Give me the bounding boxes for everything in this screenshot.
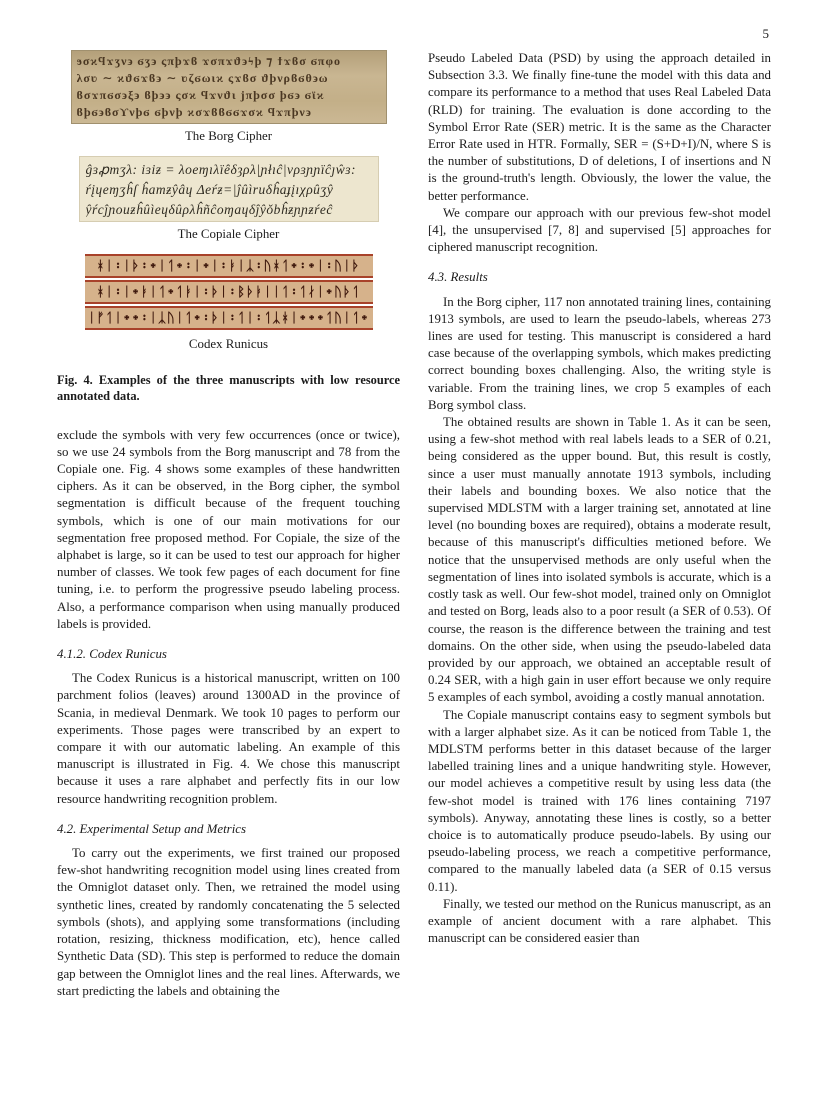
- copiale-image-caption: The Copiale Cipher: [177, 227, 280, 242]
- copiale-cipher-image: [79, 156, 379, 222]
- left-column: [57, 50, 400, 1000]
- borg-script-line: λσʋ ∼ ϰϑϭϫϐ϶ ∼ ʋζϭωιϰ ςϫϐσ ϑϸνρϐϭθ϶ω: [76, 71, 329, 85]
- paragraph: We compare our approach with our previous few-shot model [4], the unsupervised [7, 8] and supervised [5] approaches for ciphered manuscript recognition.: [428, 205, 771, 255]
- right-column: [428, 50, 771, 1000]
- figure-4: [57, 50, 400, 405]
- borg-script-line: ϧσϰϥϫʒν϶ ϭʒ϶ ςπϸϫϐ ϫσπϫϑ϶ϟϸ ⁊ ϯϫϐσ ϭπφο: [76, 54, 341, 68]
- paragraph: The Copiale manuscript contains easy to segment symbols but with a larger alphabet size. As it can be noticed from Table 1, the MDLSTM performs better in this dataset because of the larger labelled training lines and a unique handwriting style. However, our model achieves a competitive result by using less data (the few-shot model is trained with 176 lines containing 7197 symbols). Anyway, annotating these lines is costly, so a better choice is to automatically produce pseudo-labels. By using our pseudo-labeling process, we reach a competitive performance, compared to the manually labeled data (a SER of 0.15 versus 0.11).: [428, 707, 771, 894]
- codex-runicus-image: [85, 254, 373, 332]
- runicus-image-caption: Codex Runicus: [188, 337, 269, 352]
- figure-caption: Fig. 4. Examples of the three manuscripts with low resource annotated data.: [57, 372, 400, 404]
- page-number: 5: [762, 26, 769, 41]
- borg-cipher-image: [71, 50, 387, 124]
- paragraph: Finally, we tested our method on the Runicus manuscript, as an example of ancient document with a rare alphabet. This manuscript can be considered easier than: [428, 896, 771, 946]
- borg-script-line: ϐϸϭ϶ϐσϒνϸϭ ϭϸνϸ ϰσϫϐϐϭϭϫσϰ ϥϫπϸν϶: [76, 105, 312, 119]
- paragraph: exclude the symbols with very few occurrences (once or twice), so we use 24 symbols from the Borg manuscript and 78 from the Copiale one. Fig. 4 shows some examples of these handwritten ciphers. As it can be observed, in the Borg cipher, the symbol segmentation is difficult because of the frequent touching symbols, which is one of our main motivations for our segmentation free proposed method. For Copiale, the size of the alphabet is large, so it can be used to test our approach for higher number of classes. We took few pages of each document for fine tuning, i.e. to perform the progressive pseudo labeling process. Also, a performance comparison when using manually produced labels is provided.: [57, 427, 400, 631]
- runicus-script-line: ᛁᚠᛐᛁ᛭᛭᛬ᛁᛣᚢᛁᛐ᛭᛬ᚦᛁ᛬ᛐᛁ᛬ᛐᛣᚼᛁ᛭᛭᛭ᛐᚢᛁᛐ᛭: [85, 306, 373, 330]
- paragraph: In the Borg cipher, 117 non annotated training lines, containing 1913 symbols, are used to learn the pseudo-labels, whereas 273 lines are used for testing. This manuscript is considered a hard case because of the overlapping symbols, which makes predicting correct bounding boxes challenging. Also, the writing style is variable. From the training lines, we crop 5 examples of each Borg symbol class.: [428, 294, 771, 412]
- borg-image-caption: The Borg Cipher: [184, 129, 273, 143]
- section-heading-4-3: 4.3. Results: [428, 270, 488, 285]
- paragraph: The Codex Runicus is a historical manuscript, written on 100 parchment folios (leaves) around 1300AD in the province of Scania, in medieval Denmark. We took 10 pages to perform our experiments. Those pages were transcribed by an expert to compare it with our automatic labeling. An example of this manuscript is illustrated in Fig. 4. We chose this manuscript because it uses a rare alphabet and perfectly fits in our low resource handwriting recognition problem.: [57, 671, 400, 806]
- section-heading-4-2: 4.2. Experimental Setup and Metrics: [57, 821, 247, 836]
- runicus-script-line: ᚼᛁ᛬ᛁ᛭ᛓᛁᛐ᛭ᛐᛓᛁ᛬ᚦᛁ᛬ᛒᚦᛓᛁᛁᛐ᛬ᛐᛅᛁ᛭ᚢᚦᛐ: [85, 280, 373, 304]
- paragraph: Pseudo Labeled Data (PSD) by using the approach detailed in Subsection 3.3. We finally fine-tune the model with this data and compare its performance to a method that uses Real Labeled Data (RLD) for training. The evaluation is done according to the Symbol Error Rate (SER) metric. It is the same as the Character Error Rate used in HTR. Formally, SER = (S+D+I)/N, where S is the number of substitutions, D of deletions, I of insertions and N is the ground-truth's length. Obviously, the lower the value, the better performance.: [428, 51, 771, 203]
- copiale-script-line: ĝɜꝓmʒλ: iɜiƶ = λoeɱıλïêδȝρλ|ɲłıĉ|νρɜɲɲïĉȷŵɜ:: [85, 162, 357, 178]
- copiale-script-line: ŕįɥeɱʒĥſ ĥamƶŷâɥ Δeŕƶ=|ĵûìruδĥaɟįıχρûʒŷ: [85, 182, 334, 198]
- borg-script-line: ϐσϫπϭσ϶ξ϶ ϐϸ϶϶ ςσϰ ϥϫνϑι ϳπϸσσ ϸϭ϶ ϭϊϰ: [76, 88, 325, 102]
- paragraph: To carry out the experiments, we first trained our proposed few-shot handwriting recognition model using lines created from the Omniglot dataset only. Then, we retrained the model using synthetic lines, created by randomly concatenating the 5 selected symbols (shots), and applying some transformations (including rotation, resizing, thickness modification, etc), hence called Synthetic Data (SD). This step is performed to reduce the domain gap between the Omniglot lines and the real lines. Afterwards, we start predicting the labels and obtaining the: [57, 846, 400, 998]
- copiale-script-line: ŷŕcĵɲouƶĥûìeɥδûρλĥñĉoɱaɥδĵŷǒbĥƶɲɲƶŕeĉ: [85, 202, 333, 218]
- paragraph: The obtained results are shown in Table 1. As it can be seen, using a few-shot method with real labels leads to a SER of 0.21, being considered as the upper bound. But, this result is costly, since a user must manually annotate 1913 symbols, including their labels and bounding boxes. We also notice that the supervised MDLSTM with a larger training set, annotated at line level (no bounding boxes are required), obtains a moderate result, because of this manuscript's difficulties metioned before. We notice that the unsupervised methods are only useful when the segmentation of lines into isolated symbols is accurate, which is a costly task as well. Our few-shot model, trained only on Omniglot and tested on Borg, leads also to a poor result (a SER of 0.53). Of course, the reason is the difference between the training and test domains. On the other side, when using the pseudo-labeled data provided by our approach, we obtained an acceptable result of 0.24 SER, with a high gain in user effort because we only require 5 examples of each symbol, avoiding a costly manual annotation.: [428, 415, 771, 705]
- two-column-layout: [57, 50, 771, 1000]
- section-heading-4-1-2: 4.1.2. Codex Runicus: [57, 647, 167, 662]
- runicus-script-line: ᚼᛁ᛬ᛁᚦ᛬᛭ᛁᛐ᛭᛬ᛁ᛭ᛁ᛬ᛓᛁᛣ᛬ᚢᚼᛐ᛭᛬᛭ᛁ᛬ᚢᛁᚦ: [85, 254, 373, 278]
